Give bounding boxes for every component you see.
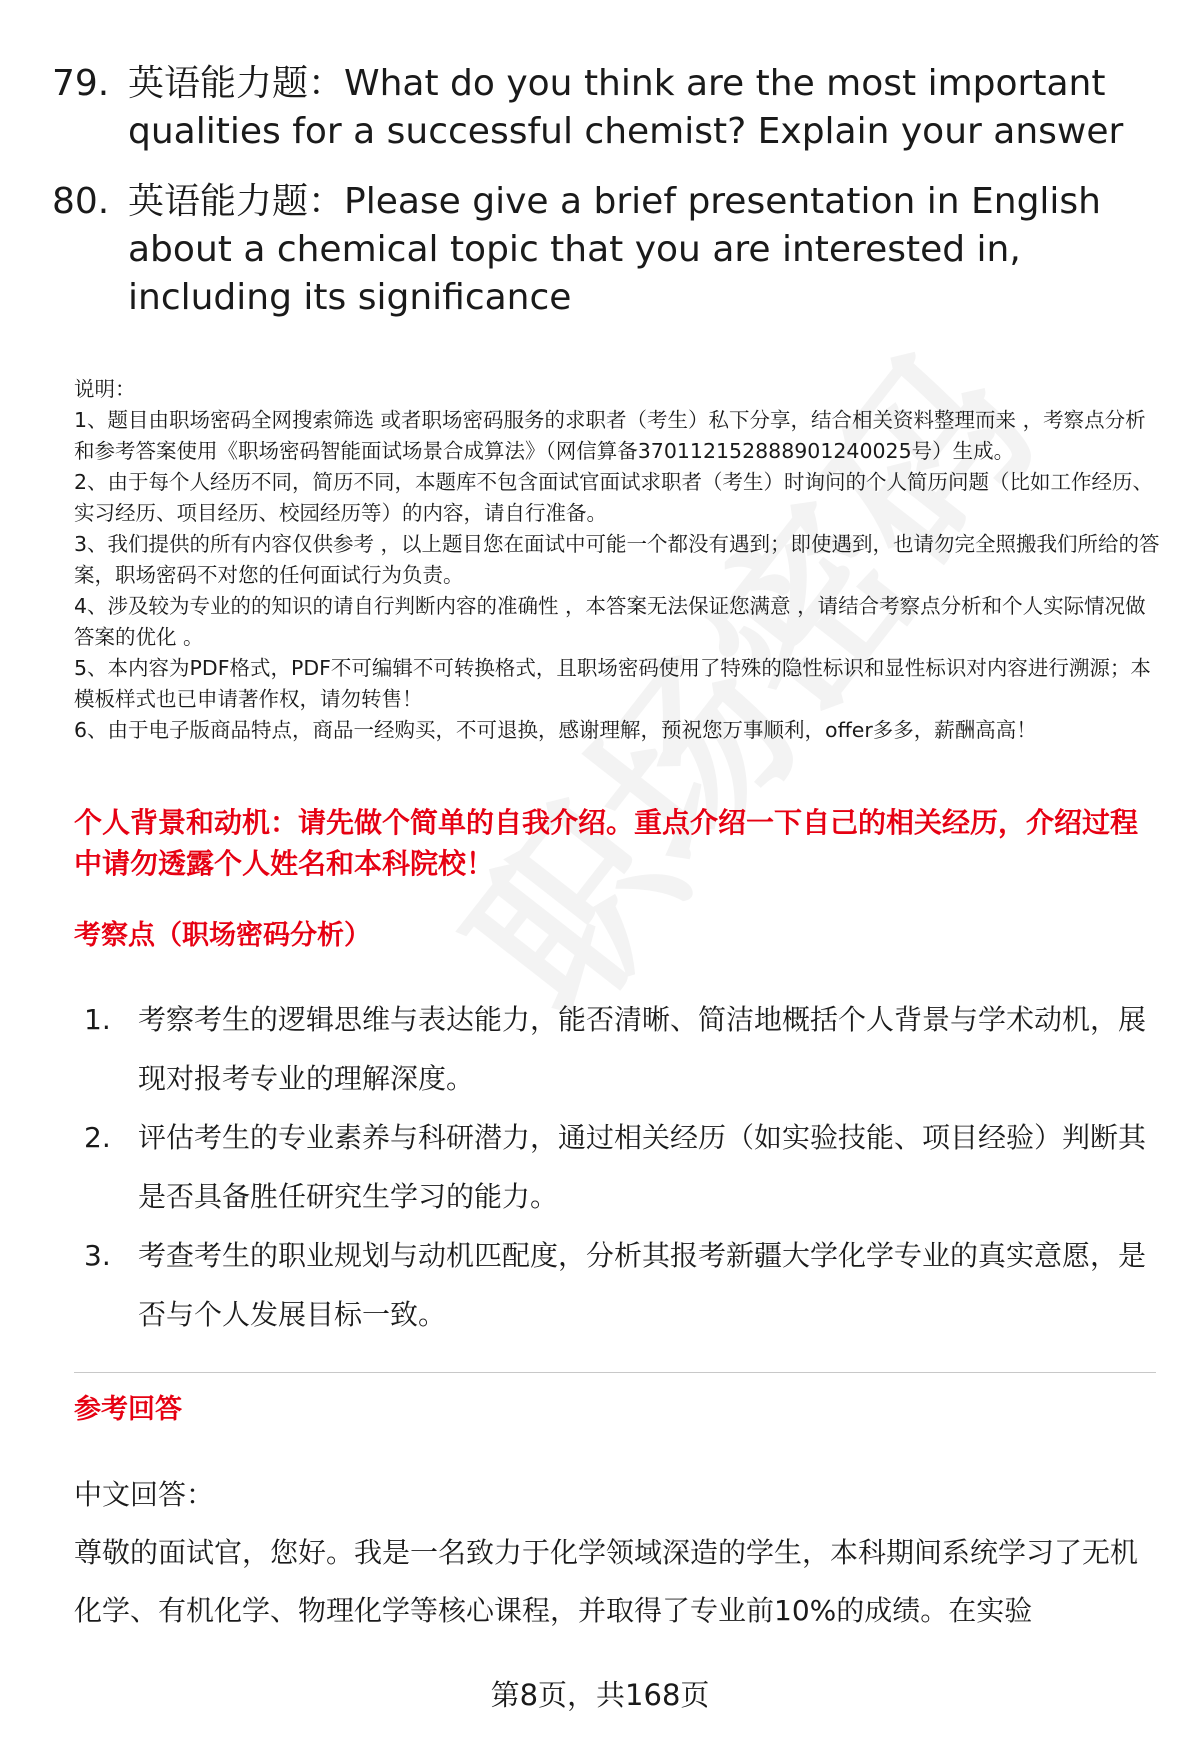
exam-point-text: 考察考生的逻辑思维与表达能力，能否清晰、简洁地概括个人背景与学术动机，展现对报考专业的理解深度。 [138, 1003, 1147, 1095]
page-footer: 第8页，共168页 [490, 1678, 710, 1712]
note-item: 2、由于每个人经历不同，简历不同，本题库不包含面试官面试求职者（考生）时询问的个人简历问题（比如工作经历、实习经历、项目经历、校园经历等）的内容，请自行准备。 [74, 470, 1154, 525]
question-text: 英语能力题：What do you think are the most important qualities for a successful chemist? Explain your answer [128, 63, 1124, 152]
question-number: 79. [52, 63, 110, 104]
section-divider [74, 1372, 1156, 1373]
question-number: 80. [52, 181, 110, 222]
exam-point-number: 3. [84, 1239, 111, 1272]
question-item [52, 60, 1162, 156]
question-list [52, 60, 1162, 344]
note-item: 4、涉及较为专业的的知识的请自行判断内容的准确性 ，本答案无法保证您满意 ，请结合考察点分析和个人实际情况做答案的优化 。 [74, 594, 1146, 649]
note-item: 1、题目由职场密码全网搜索筛选 或者职场密码服务的求职者（考生）私下分享，结合相关资料整理而来 ，考察点分析和参考答案使用《职场密码智能面试场景合成算法》（网信算备370112152888901240025号）生成。 [74, 408, 1146, 463]
note-item: 3、我们提供的所有内容仅供参考 ，以上题目您在面试中可能一个都没有遇到；即使遇到，也请勿完全照搬我们所给的答案，职场密码不对您的任何面试行为负责。 [74, 532, 1160, 587]
answer-title: 参考回答 [74, 1394, 182, 1425]
answer-body [74, 1466, 1164, 1640]
answer-label: 中文回答： [74, 1478, 215, 1511]
exam-points-list [74, 990, 1154, 1344]
exam-points-title: 考察点（职场密码分析） [74, 920, 371, 951]
exam-point-number: 2. [84, 1121, 111, 1154]
answer-text: 尊敬的面试官，您好。我是一名致力于化学领域深造的学生，本科期间系统学习了无机化学、有机化学、物理化学等核心课程，并取得了专业前10%的成绩。在实验 [74, 1536, 1139, 1627]
exam-point-text: 考查考生的职业规划与动机匹配度，分析其报考新疆大学化学专业的真实意愿，是否与个人发展目标一致。 [138, 1239, 1147, 1331]
note-item: 5、本内容为PDF格式，PDF不可编辑不可转换格式，且职场密码使用了特殊的隐性标识和显性标识对内容进行溯源；本模板样式也已申请著作权，请勿转售！ [74, 656, 1151, 711]
question-item [52, 178, 1162, 322]
exam-point-item [74, 990, 1154, 1108]
exam-point-item [74, 1108, 1154, 1226]
background-question: 个人背景和动机：请先做个简单的自我介绍。重点介绍一下自己的相关经历，介绍过程中请勿透露个人姓名和本科院校！ [74, 806, 1139, 880]
disclaimer-notes [74, 374, 1164, 746]
question-text: 英语能力题：Please give a brief presentation in English about a chemical topic that you are interested in, including its significance [128, 181, 1102, 318]
exam-point-text: 评估考生的专业素养与科研潜力，通过相关经历（如实验技能、项目经验）判断其是否具备胜任研究生学习的能力。 [138, 1121, 1147, 1213]
note-item: 6、由于电子版商品特点，商品一经购买，不可退换，感谢理解，预祝您万事顺利，offer多多，薪酬高高！ [74, 718, 1037, 742]
exam-point-item [74, 1226, 1154, 1344]
exam-point-number: 1. [84, 1003, 111, 1036]
notes-heading: 说明： [74, 377, 136, 401]
